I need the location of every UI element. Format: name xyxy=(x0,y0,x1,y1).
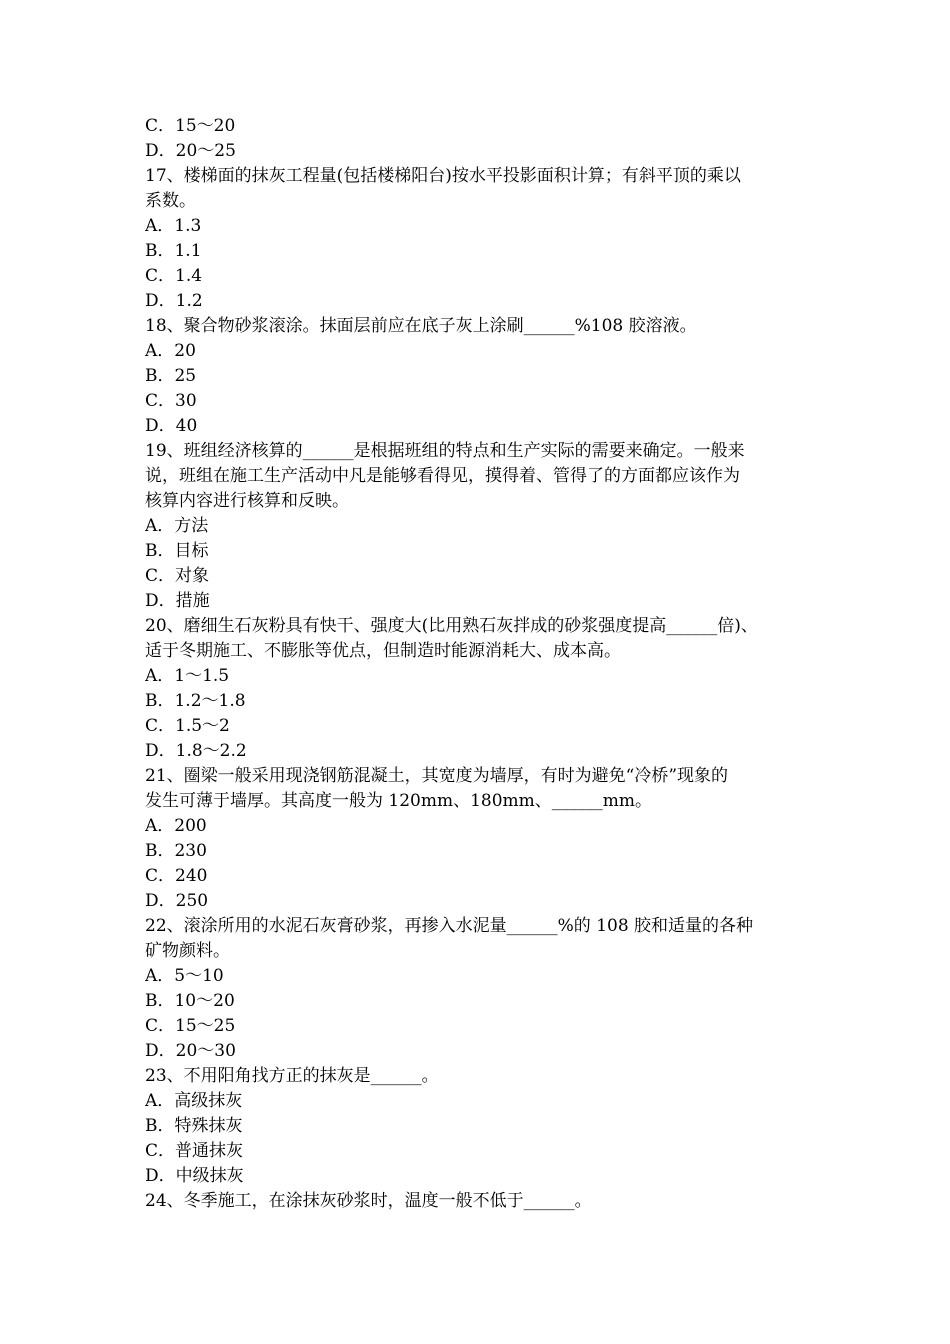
option-line: C．15～20 xyxy=(145,116,236,136)
option-line: C．对象 xyxy=(145,566,210,586)
option-line: C．1.4 xyxy=(145,266,203,286)
option-line: A．方法 xyxy=(145,516,209,536)
option-line: A．5～10 xyxy=(145,966,224,986)
option-line: D．措施 xyxy=(145,591,210,611)
option-line: B．目标 xyxy=(145,541,209,561)
option-line: D．1.8～2.2 xyxy=(145,741,247,761)
option-line: B．10～20 xyxy=(145,991,235,1011)
option-line: D．20～30 xyxy=(145,1041,236,1061)
option-line: A．1～1.5 xyxy=(145,666,230,686)
question-line: 17、楼梯面的抹灰工程量(包括楼梯阳台)按水平投影面积计算；有斜平顶的乘以 xyxy=(145,166,741,186)
option-line: B．230 xyxy=(145,841,207,861)
question-line: 系数。 xyxy=(145,191,196,211)
question-line: 适于冬期施工、不膨胀等优点，但制造时能源消耗大、成本高。 xyxy=(145,641,621,661)
question-line: 23、不用阳角找方正的抹灰是______。 xyxy=(145,1066,439,1086)
option-line: C．30 xyxy=(145,391,197,411)
option-line: D．40 xyxy=(145,416,198,436)
option-line: D．250 xyxy=(145,891,209,911)
option-line: B．1.2～1.8 xyxy=(145,691,246,711)
option-line: C．1.5～2 xyxy=(145,716,230,736)
question-line: 说，班组在施工生产活动中凡是能够看得见，摸得着、管得了的方面都应该作为 xyxy=(145,466,740,486)
option-line: C．普通抹灰 xyxy=(145,1141,244,1161)
option-line: C．240 xyxy=(145,866,208,886)
option-line: B．25 xyxy=(145,366,197,386)
question-line: 核算内容进行核算和反映。 xyxy=(145,491,349,511)
question-line: 21、圈梁一般采用现浇钢筋混凝土，其宽度为墙厚，有时为避免“冷桥”现象的 xyxy=(145,766,729,786)
question-line: 发生可薄于墙厚。其高度一般为 120mm、180mm、______mm。 xyxy=(145,791,653,811)
question-line: 22、滚涂所用的水泥石灰膏砂浆，再掺入水泥量______%的 108 胶和适量的各种 xyxy=(145,916,754,936)
option-line: D．20～25 xyxy=(145,141,236,161)
question-line: 矿物颜料。 xyxy=(145,941,230,961)
option-line: A．1.3 xyxy=(145,216,202,236)
option-line: A．200 xyxy=(145,816,207,836)
option-line: C．15～25 xyxy=(145,1016,236,1036)
question-line: 19、班组经济核算的______是根据班组的特点和生产实际的需要来确定。一般来 xyxy=(145,441,745,461)
option-line: B．特殊抹灰 xyxy=(145,1116,243,1136)
question-line: 18、聚合物砂浆滚涂。抹面层前应在底子灰上涂刷______%108 胶溶液。 xyxy=(145,316,697,336)
document-body xyxy=(145,114,810,1214)
option-line: A．高级抹灰 xyxy=(145,1091,243,1111)
question-line: 24、冬季施工，在涂抹灰砂浆时，温度一般不低于______。 xyxy=(145,1191,592,1211)
option-line: B．1.1 xyxy=(145,241,202,261)
option-line: D．1.2 xyxy=(145,291,203,311)
question-line: 20、磨细生石灰粉具有快干、强度大(比用熟石灰拌成的砂浆强度提高______倍)、 xyxy=(145,616,758,636)
option-line: A．20 xyxy=(145,341,196,361)
option-line: D．中级抹灰 xyxy=(145,1166,244,1186)
